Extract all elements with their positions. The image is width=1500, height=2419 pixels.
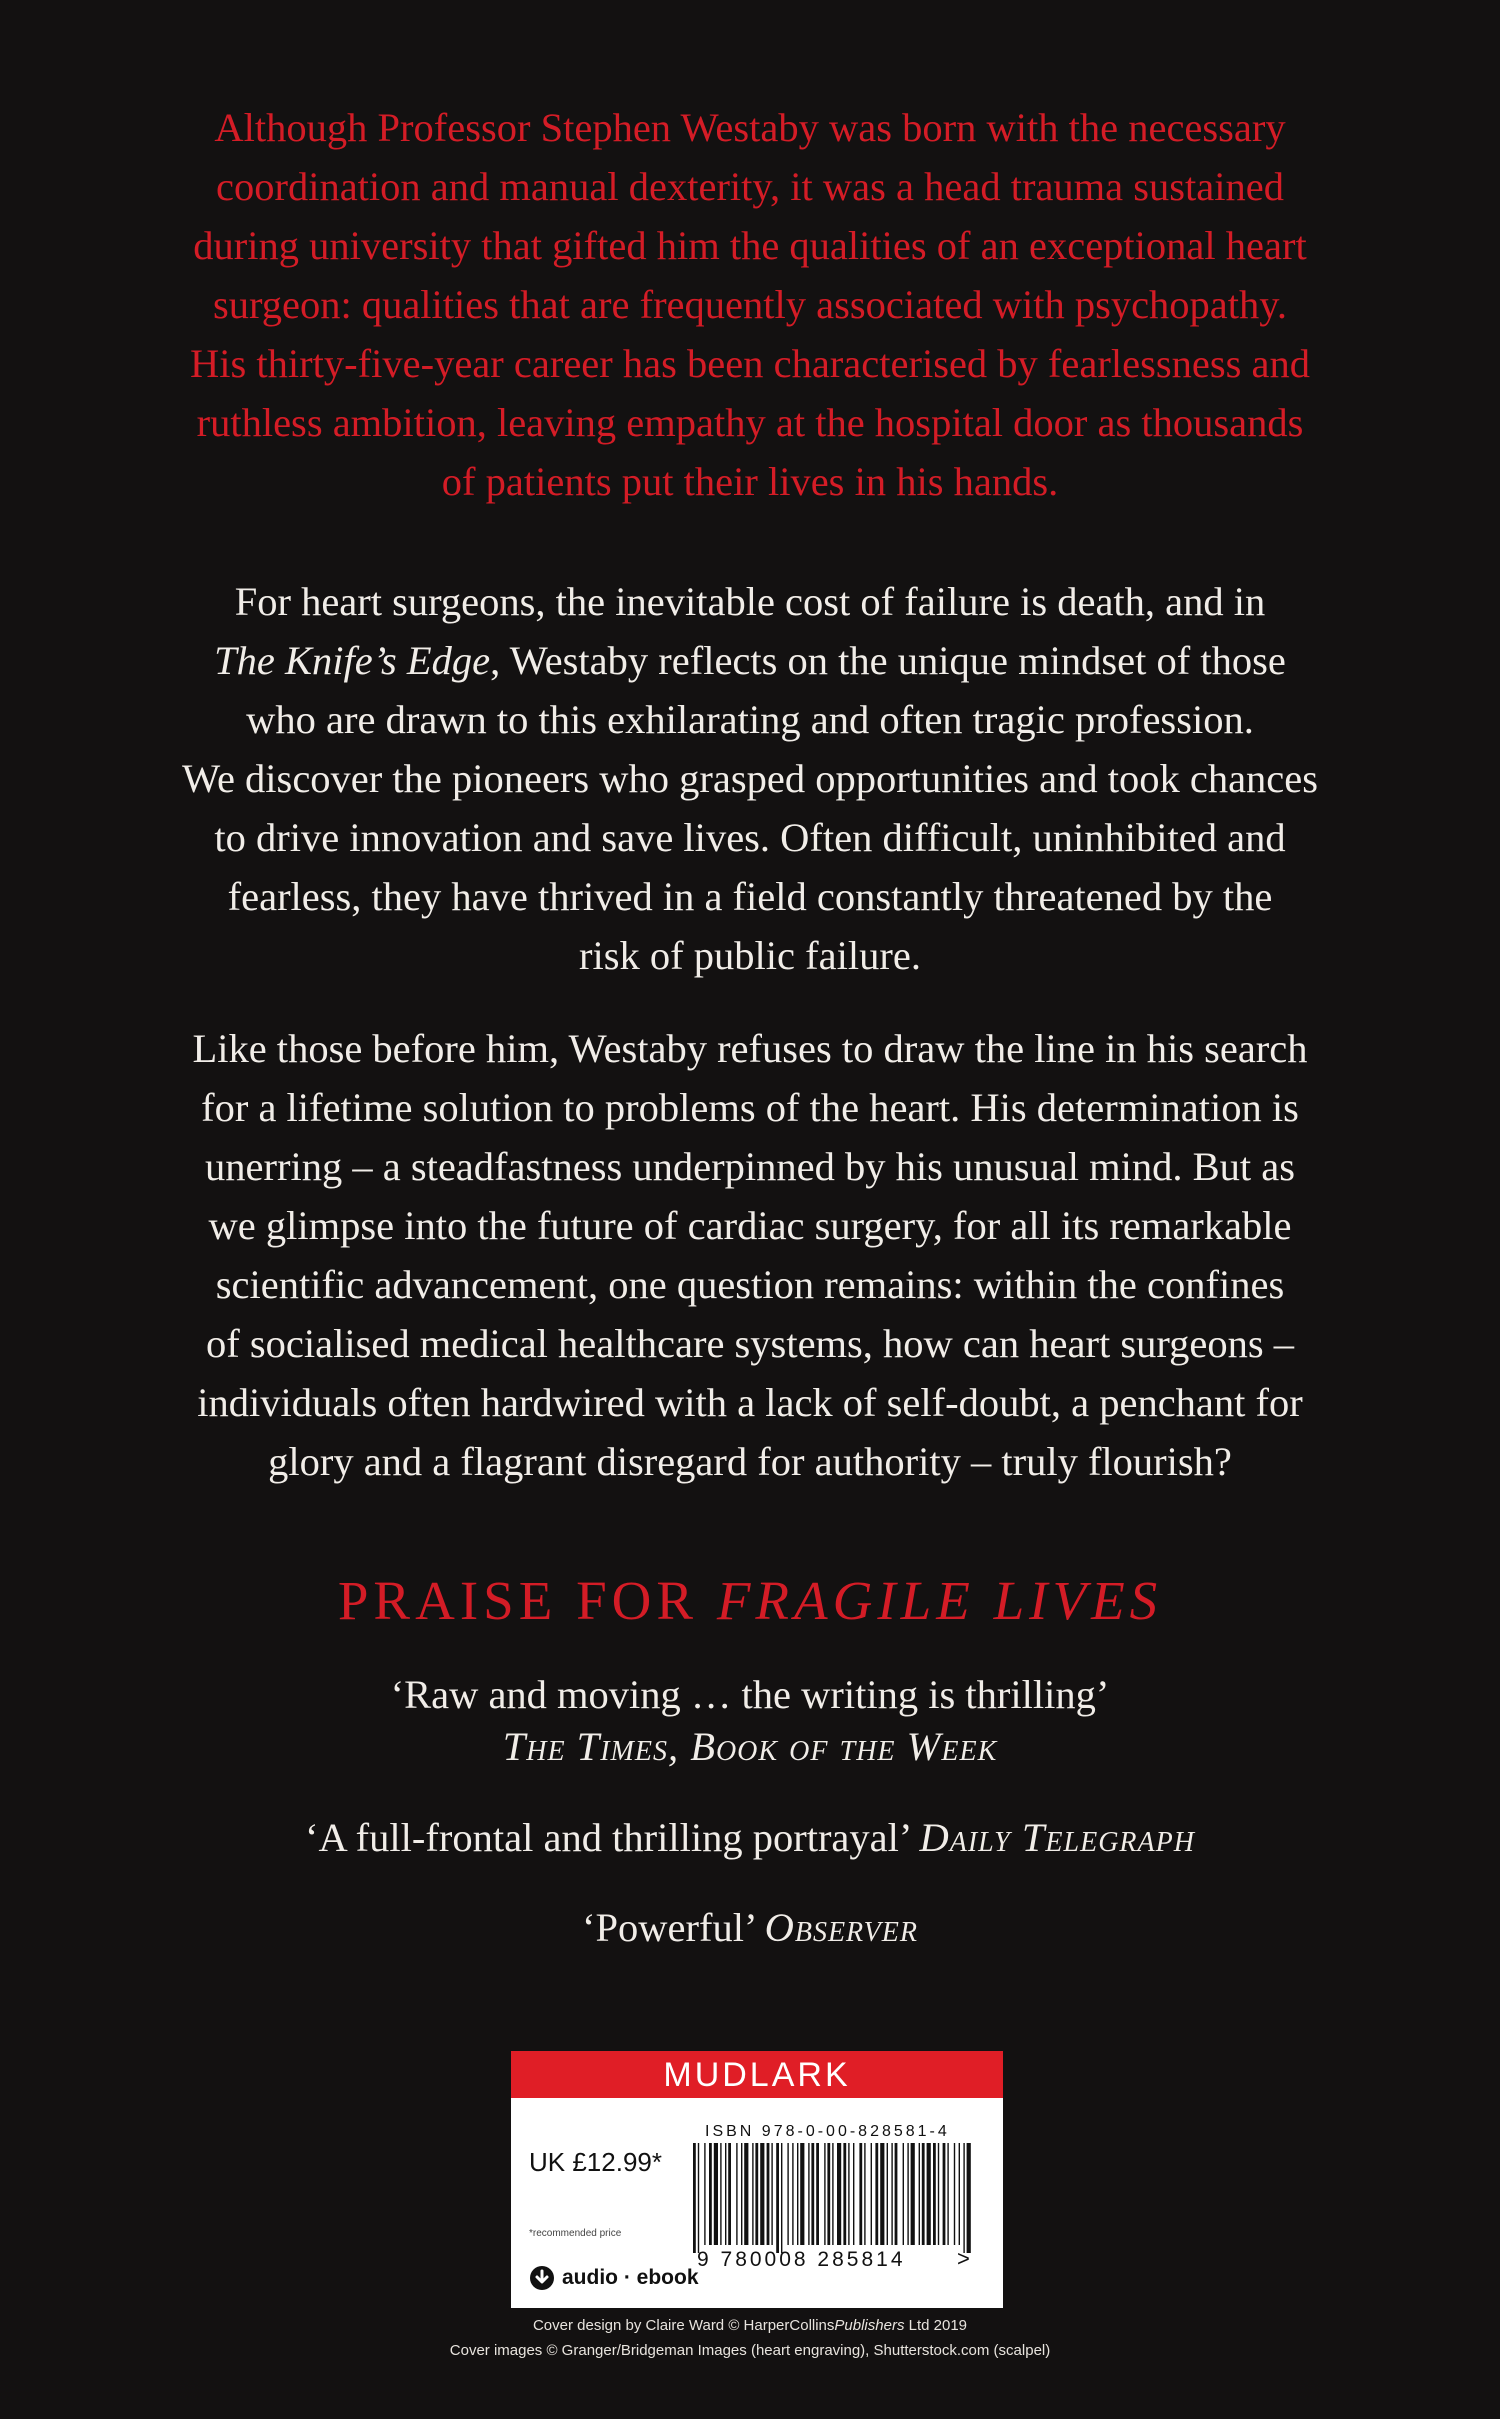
blurb-line: we glimpse into the future of cardiac surgery, for all its remarkable (208, 1203, 1292, 1248)
blurb-line: scientific advancement, one question remains: within the confines (215, 1262, 1285, 1307)
barcode-bar (864, 2143, 865, 2245)
isbn-text: ISBN 978-0-00-828581-4 (705, 2123, 950, 2140)
blurb-line: ruthless ambition, leaving empathy at the hospital door as thousands (196, 400, 1304, 445)
barcode-bar (887, 2143, 888, 2245)
barcode-bar (736, 2143, 737, 2245)
barcode-bar (967, 2143, 971, 2253)
barcode-bar (895, 2143, 898, 2245)
cover-design-credit (0, 2316, 1500, 2336)
barcode-bar (787, 2143, 788, 2245)
barcode-bar (752, 2143, 753, 2245)
blurb-line: surgeon: qualities that are frequently associated with psychopathy. (212, 282, 1288, 327)
barcode-bar (744, 2143, 748, 2245)
barcode-bar (827, 2143, 830, 2245)
barcode-bar (725, 2143, 726, 2245)
chevron-right-icon: > (957, 2246, 970, 2271)
barcode-bar (811, 2143, 814, 2245)
blurb-line: during university that gifted him the qualities of an exceptional heart (193, 223, 1307, 268)
blurb-line: coordination and manual dexterity, it was a head trauma sustained (215, 164, 1285, 209)
blurb-paragraph-1 (100, 98, 1400, 511)
price-note: *recommended price (529, 2228, 622, 2239)
praise-quote: ‘Raw and moving … the writing is thrilling’ (390, 1672, 1110, 1717)
barcode-bar (693, 2143, 696, 2253)
barcode-icon (691, 2143, 971, 2253)
barcode-bar (760, 2143, 764, 2245)
download-icon (529, 2265, 555, 2291)
barcode-bar (959, 2143, 960, 2245)
barcode-bar (837, 2143, 841, 2245)
blurb-line: We discover the pioneers who grasped opportunities and took chances (181, 756, 1319, 801)
barcode-bar (903, 2143, 904, 2245)
blurb-line: glory and a flagrant disregard for authority – truly flourish? (268, 1439, 1232, 1484)
barcode-bar (824, 2143, 825, 2245)
audio-ebook-badge (529, 2265, 699, 2291)
barcode-digits: 9 780008 285814 (697, 2248, 906, 2271)
blurb-line (100, 631, 1400, 690)
barcode-bar (816, 2143, 819, 2245)
barcode-bar (947, 2143, 948, 2245)
quote-text: ‘A full-frontal and thrilling portrayal’ (305, 1815, 920, 1860)
barcode-bar (776, 2143, 779, 2253)
blurb-paragraph-2 (100, 572, 1400, 985)
barcode-bar (843, 2143, 846, 2245)
barcode-bar (800, 2143, 804, 2245)
barcode-bar (832, 2143, 833, 2245)
barcode-bar (771, 2143, 772, 2245)
quote-source: Daily Telegraph (919, 1815, 1195, 1860)
price-text: UK £12.99* (529, 2147, 662, 2177)
blurb-line: unerring – a steadfastness underpinned by his unusual mind. But as (205, 1144, 1295, 1189)
blurb-line: His thirty-five-year career has been characterised by fearlessness and (190, 341, 1310, 386)
blurb-line: to drive innovation and save lives. Often difficult, uninhibited and (214, 815, 1286, 860)
barcode-bar (853, 2143, 854, 2245)
quote-source: The Times, Book of the Week (502, 1724, 998, 1769)
barcode-bar (781, 2143, 782, 2253)
barcode-bar (963, 2143, 964, 2253)
barcode-bar (880, 2143, 884, 2245)
credit-italic: Publishers (834, 2317, 905, 2334)
blurb-line: risk of public failure. (579, 933, 921, 978)
barcode-bar (891, 2143, 892, 2245)
barcode-bar (922, 2143, 925, 2245)
barcode-bar (875, 2143, 878, 2245)
quote-source: Observer (764, 1905, 918, 1950)
blurb-line: Like those before him, Westaby refuses to draw the line in his search (192, 1026, 1308, 1071)
barcode-bar (911, 2143, 915, 2245)
barcode-bar (704, 2143, 705, 2245)
blurb-line: Although Professor Stephen Westaby was born with the necessary (214, 105, 1286, 150)
barcode-bar (859, 2143, 862, 2245)
audio-ebook-label: audio · ebook (562, 2266, 699, 2289)
barcode-bar (797, 2143, 798, 2245)
barcode-bar (943, 2143, 946, 2245)
blurb-line: individuals often hardwired with a lack of self-doubt, a penchant for (197, 1380, 1303, 1425)
barcode-bar (720, 2143, 721, 2245)
barcode-bar (919, 2143, 920, 2245)
praise-heading (0, 1566, 1500, 1636)
praise-heading-prefix: PRAISE FOR (337, 1570, 717, 1631)
blurb-line: for a lifetime solution to problems of the heart. His determination is (201, 1085, 1299, 1130)
barcode-box (511, 2051, 1003, 2308)
credit-suffix: Ltd 2019 (904, 2317, 968, 2334)
barcode-bar (927, 2143, 931, 2245)
barcode-bar (871, 2143, 872, 2245)
blurb-line: of patients put their lives in his hands. (441, 459, 1059, 504)
barcode-bar (741, 2143, 742, 2245)
blurb-paragraph-3 (100, 1019, 1400, 1491)
praise-quote (0, 1903, 1500, 1953)
barcode-bar (938, 2143, 939, 2245)
praise-heading-title: FRAGILE LIVES (716, 1570, 1163, 1631)
barcode-bar (808, 2143, 809, 2245)
barcode-bar (792, 2143, 793, 2245)
blurb-line: fearless, they have thrived in a field constantly threatened by the (227, 874, 1273, 919)
cover-images-credit: Cover images © Granger/Bridgeman Images (heart engraving), Shutterstock.com (scalpel) (449, 2342, 1051, 2359)
praise-quote (0, 1813, 1500, 1863)
barcode-bar (698, 2143, 699, 2253)
barcode-bar (954, 2143, 955, 2245)
blurb-line: of socialised medical healthcare systems, how can heart surgeons – (206, 1321, 1294, 1366)
barcode-bar (907, 2143, 908, 2245)
praise-quote-source (0, 1722, 1500, 1772)
blurb-line: who are drawn to this exhilarating and often tragic profession. (246, 697, 1254, 742)
barcode-bar (933, 2143, 936, 2245)
barcode-bar (709, 2143, 712, 2245)
barcode-bar (714, 2143, 718, 2245)
barcode-bar (728, 2143, 731, 2245)
blurb-line: For heart surgeons, the inevitable cost of failure is death, and in (234, 579, 1266, 624)
credit-prefix: Cover design by Claire Ward © HarperCollins (532, 2317, 835, 2334)
barcode-bar (848, 2143, 849, 2245)
blurb-line-rest: , Westaby reflects on the unique mindset of those (490, 638, 1286, 683)
barcode-bar (755, 2143, 758, 2245)
publisher-logo: MUDLARK (511, 2051, 1003, 2098)
barcode-bar (767, 2143, 770, 2245)
quote-text: ‘Powerful’ (582, 1905, 765, 1950)
book-title: The Knife’s Edge (214, 638, 491, 683)
